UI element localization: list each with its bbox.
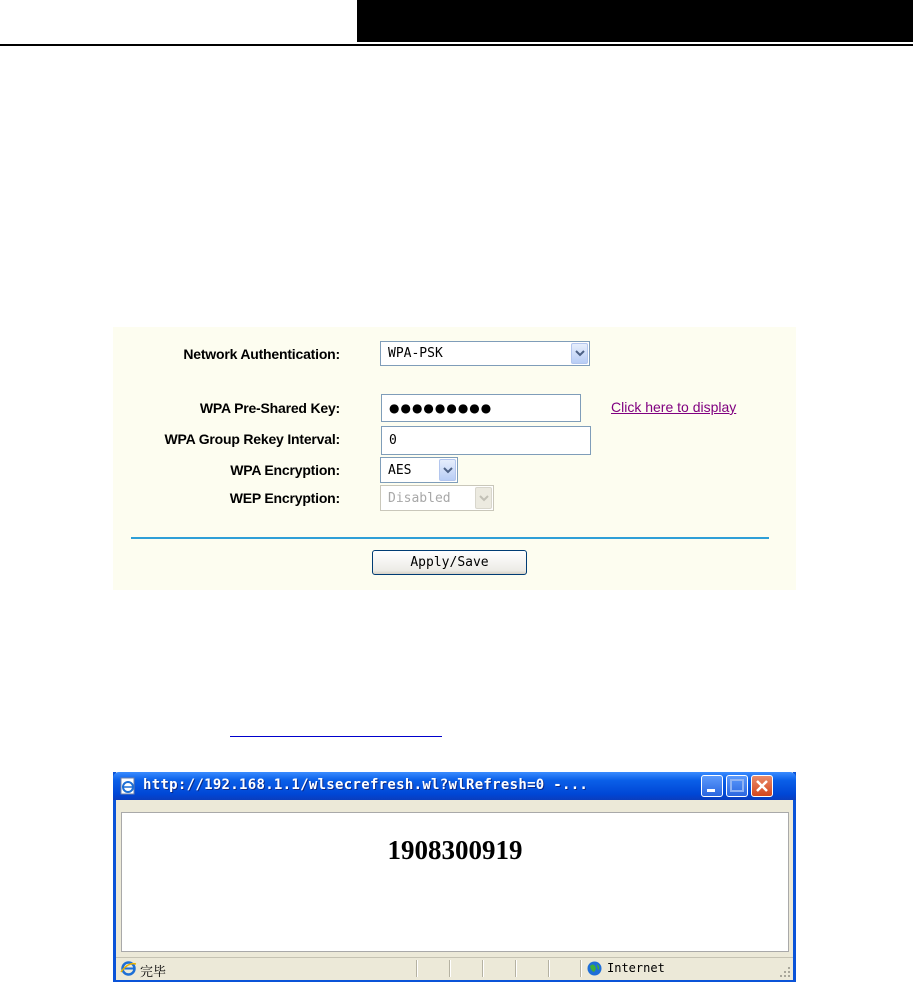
apply-save-button[interactable]: Apply/Save (372, 550, 527, 575)
rekey-input[interactable] (381, 426, 591, 455)
status-divider (416, 960, 418, 977)
close-icon (752, 776, 772, 796)
chevron-down-icon (475, 487, 492, 509)
psk-input[interactable] (381, 394, 581, 422)
maximize-icon (727, 776, 747, 796)
close-button[interactable] (751, 775, 773, 797)
header-rule (0, 44, 913, 46)
status-divider (515, 960, 517, 977)
status-bar (116, 957, 793, 980)
chevron-down-icon[interactable] (571, 343, 588, 364)
panel-separator (131, 537, 769, 539)
ie-logo-icon (120, 960, 137, 977)
network-auth-value: WPA-PSK (388, 346, 443, 361)
rekey-value: 0 (389, 433, 397, 448)
text-link-underline[interactable] (230, 722, 442, 737)
status-divider (580, 960, 582, 977)
wep-encryption-value: Disabled (388, 490, 451, 506)
wpa-encryption-select[interactable] (380, 457, 458, 483)
display-key-link[interactable]: Click here to display (611, 399, 737, 415)
status-divider (482, 960, 484, 977)
minimize-button[interactable] (701, 775, 723, 797)
wep-encryption-label: WEP Encryption: (229, 490, 340, 506)
status-divider (548, 960, 550, 977)
popup-titlebar[interactable] (113, 772, 796, 800)
network-auth-label: Network Authentication: (183, 346, 340, 362)
status-text: 完毕 (140, 964, 167, 979)
network-auth-select[interactable] (380, 341, 590, 366)
security-zone-text: Internet (607, 961, 665, 975)
rekey-label: WPA Group Rekey Interval: (164, 431, 340, 447)
resize-grip-icon[interactable] (779, 966, 791, 978)
wpa-encryption-value: AES (388, 462, 412, 478)
wep-encryption-select[interactable] (380, 485, 494, 511)
popup-content (121, 812, 789, 952)
key-popup-window (113, 772, 796, 982)
status-divider (449, 960, 451, 977)
header-black-box (357, 0, 913, 42)
maximize-button[interactable] (726, 775, 748, 797)
wpa-encryption-label: WPA Encryption: (230, 462, 340, 478)
ie-page-icon (119, 777, 137, 795)
globe-icon (586, 960, 603, 977)
chevron-down-icon[interactable] (439, 459, 456, 481)
psk-masked-value: ●●●●●●●●● (389, 401, 493, 415)
minimize-icon (702, 776, 722, 796)
key-value-text: 1908300919 (387, 835, 523, 865)
psk-label: WPA Pre-Shared Key: (199, 400, 340, 416)
popup-title: http://192.168.1.1/wlsecrefresh.wl?wlRefresh=0 -... (143, 777, 589, 793)
